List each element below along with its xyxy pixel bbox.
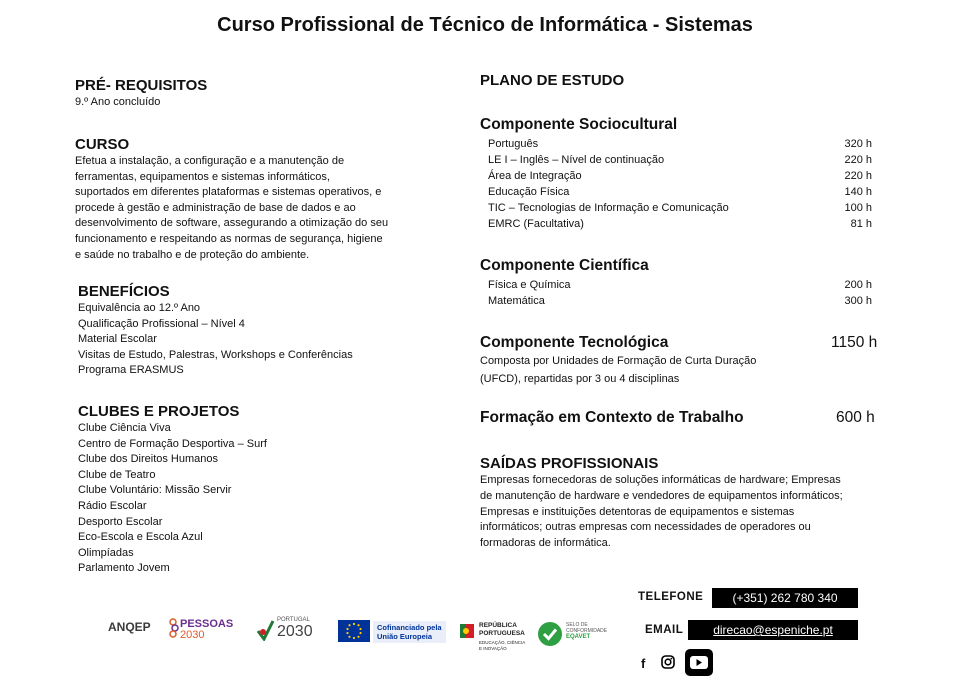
- youtube-icon[interactable]: [685, 649, 713, 681]
- subject-name: Português: [488, 138, 539, 150]
- table-row: [488, 293, 872, 309]
- subject-name: EMRC (Facultativa): [488, 218, 584, 230]
- eqavet-text: [566, 622, 607, 640]
- cientifica-table: [488, 277, 872, 309]
- rep-line: PORTUGUESA: [479, 629, 525, 637]
- table-row: [488, 136, 872, 152]
- saidas-heading: SAÍDAS PROFISSIONAIS: [480, 455, 659, 472]
- rep-line: E INOVAÇÃO: [479, 645, 507, 651]
- curso-line: desenvolvimento de software, assegurando a otimização do seu: [75, 217, 389, 230]
- list-item: Clube Voluntário: Missão Servir: [78, 484, 232, 497]
- eu-flag-icon: [338, 620, 370, 642]
- table-row: [488, 216, 872, 232]
- subject-hours: 320 h: [844, 138, 872, 150]
- subject-name: Matemática: [488, 295, 545, 307]
- curso-text: [75, 154, 435, 263]
- curso-line: e saúde no trabalho e de proteção do ambiente.: [75, 248, 310, 261]
- anqep-logo: [108, 620, 151, 634]
- saidas-line: de manutenção de hardware e vendedores de equipamentos informáticos;: [480, 489, 843, 502]
- subject-hours: 140 h: [844, 186, 872, 198]
- eqavet-line: EQAVET: [566, 634, 591, 640]
- curso-line: procede à gestão e administração de base de dados e ao: [75, 201, 356, 214]
- list-item: Clube Ciência Viva: [78, 422, 171, 434]
- rep-line: REPÚBLICA: [479, 622, 517, 629]
- saidas-text: [480, 473, 843, 552]
- list-item: Eco-Escola e Escola Azul: [78, 531, 203, 544]
- table-row: [488, 277, 872, 293]
- saidas-line: formadoras de informática.: [480, 537, 611, 550]
- curso-line: ferramentas, equipamentos e sistemas informáticos,: [75, 170, 330, 183]
- clubes-heading: CLUBES E PROJETOS: [78, 403, 240, 420]
- subject-name: LE I – Inglês – Nível de continuação: [488, 154, 665, 166]
- prereq-heading: PRÉ- REQUISITOS: [75, 77, 208, 94]
- list-item: Equivalência ao 12.º Ano: [78, 302, 201, 314]
- pessoas-text: PESSOAS: [180, 618, 234, 630]
- curso-line: funcionamento e respeitando as normas de segurança, higiene: [75, 232, 383, 245]
- eu-line: Cofinanciado pela: [377, 623, 442, 632]
- saidas-line: Empresas e instituições detentoras de equipamentos e sistemas: [480, 505, 795, 518]
- subject-hours: 220 h: [844, 170, 872, 182]
- table-row: [488, 168, 872, 184]
- portugal-2030-logo: [255, 617, 325, 643]
- saidas-line: Empresas fornecedoras de soluções informáticas de hardware; Empresas: [480, 474, 841, 486]
- pessoas-logo: [180, 619, 233, 641]
- table-row: [488, 200, 872, 216]
- subject-name: Física e Química: [488, 279, 571, 291]
- fct-hours: 600 h: [836, 409, 875, 426]
- beneficios-heading: BENEFÍCIOS: [78, 283, 170, 300]
- list-item: Parlamento Jovem: [78, 562, 170, 575]
- subject-hours: 300 h: [844, 295, 872, 307]
- plano-heading: PLANO DE ESTUDO: [480, 72, 625, 89]
- eqavet-line: CONFORMIDADE: [566, 628, 608, 634]
- fct-heading: Formação em Contexto de Trabalho: [480, 409, 744, 426]
- list-item: Qualificação Profissional – Nível 4: [78, 317, 245, 330]
- subject-hours: 81 h: [850, 218, 872, 230]
- phone-number[interactable]: (+351) 262 780 340: [712, 588, 858, 608]
- tecnologica-line: (UFCD), repartidas por 3 ou 4 disciplinas: [480, 373, 680, 385]
- list-item: Rádio Escolar: [78, 499, 147, 512]
- subject-name: Área de Integração: [488, 170, 582, 182]
- list-item: Programa ERASMUS: [78, 364, 184, 377]
- republica-text: [479, 622, 525, 651]
- email-link[interactable]: direcao@espeniche.pt: [688, 620, 858, 640]
- page-title: Curso Profissional de Técnico de Informática - Sistemas: [217, 14, 753, 36]
- eu-text: [373, 621, 446, 643]
- instagram-icon[interactable]: [661, 655, 675, 674]
- rep-line: EDUCAÇÃO, CIÊNCIA: [479, 640, 526, 645]
- list-item: Clube dos Direitos Humanos: [78, 453, 219, 466]
- beneficios-list: [78, 301, 353, 379]
- list-item: Clube de Teatro: [78, 468, 156, 481]
- curso-line: suportados em diferentes plataformas e sistemas operativos, e: [75, 186, 382, 199]
- curso-line: Efetua a instalação, a configuração e a manutenção de: [75, 155, 345, 167]
- list-item: Desporto Escolar: [78, 515, 163, 528]
- list-item: Centro de Formação Desportiva – Surf: [78, 437, 267, 450]
- pessoas-icon: [168, 618, 178, 636]
- cientifica-heading: Componente Científica: [480, 257, 649, 274]
- anqep-text: ANQEP: [108, 620, 151, 634]
- eqavet-line: SELO DE: [566, 622, 588, 628]
- table-row: [488, 152, 872, 168]
- sociocultural-heading: Componente Sociocultural: [480, 116, 678, 133]
- portugal-small: PORTUGAL: [277, 617, 310, 623]
- email-label: EMAIL: [645, 624, 684, 636]
- subject-hours: 220 h: [844, 154, 872, 166]
- list-item: Olimpíadas: [78, 546, 134, 559]
- saidas-line: informáticos; outras empresas com necessidades de operadores ou: [480, 521, 811, 534]
- eqavet-icon: [537, 621, 563, 647]
- tecnologica-hours: 1150 h: [831, 334, 878, 351]
- tecnologica-heading: Componente Tecnológica: [480, 334, 669, 351]
- sociocultural-table: [488, 136, 872, 236]
- list-item: Visitas de Estudo, Palestras, Workshops e Conferências: [78, 348, 353, 361]
- phone-label: TELEFONE: [638, 591, 704, 603]
- subject-name: TIC – Tecnologias de Informação e Comunicação: [488, 202, 729, 214]
- curso-heading: CURSO: [75, 136, 130, 153]
- tecnologica-line: Composta por Unidades de Formação de Curta Duração: [480, 355, 757, 367]
- eu-line: União Europeia: [377, 632, 433, 641]
- clubes-list: [78, 421, 267, 577]
- portugal-year: 2030: [277, 623, 313, 640]
- prereq-text: 9.º Ano concluído: [75, 96, 161, 108]
- table-row: [488, 184, 872, 200]
- republica-icon: [460, 622, 474, 640]
- subject-hours: 200 h: [844, 279, 872, 291]
- pessoas-year: 2030: [180, 629, 205, 641]
- facebook-icon[interactable]: f: [641, 656, 646, 671]
- subject-hours: 100 h: [844, 202, 872, 214]
- tecnologica-text: [480, 352, 756, 388]
- list-item: Material Escolar: [78, 333, 157, 346]
- subject-name: Educação Física: [488, 186, 570, 198]
